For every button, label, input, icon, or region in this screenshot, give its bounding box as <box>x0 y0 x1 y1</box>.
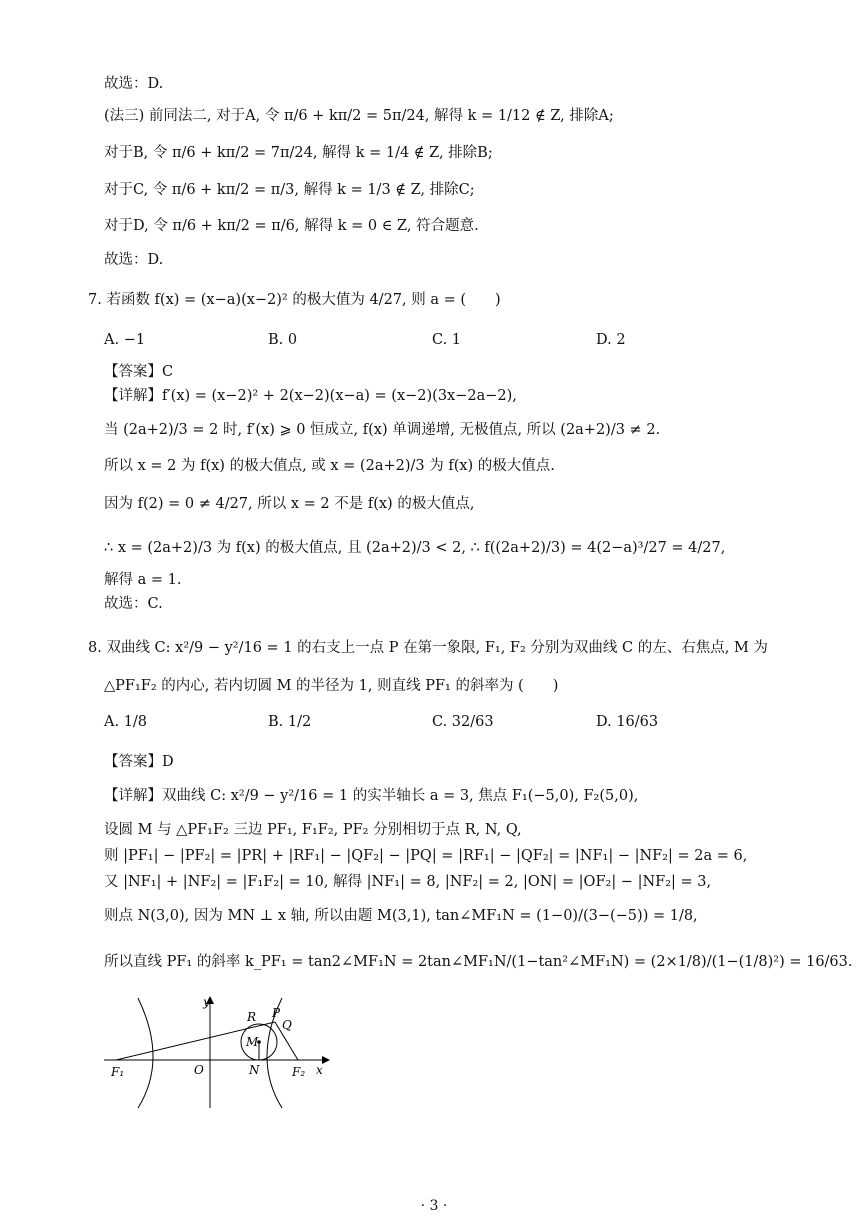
q7-option-c: C. 1 <box>432 332 462 348</box>
text-line: 则点 N(3,0), 因为 MN ⊥ x 轴, 所以由题 M(3,1), tan∠MF₁N = (1−0)/(3−(−5)) = 1/8, <box>104 908 698 924</box>
text-line: △PF₁F₂ 的内心, 若内切圆 M 的半径为 1, 则直线 PF₁ 的斜率为 ( ) <box>104 678 559 694</box>
text-line: 故选：C. <box>104 596 163 612</box>
text-line: 因为 f(2) = 0 ≠ 4/27, 所以 x = 2 不是 f(x) 的极大值点, <box>104 496 475 512</box>
q7-option-b: B. 0 <box>268 332 298 348</box>
text-line: 解得 a = 1. <box>104 572 182 588</box>
q8-option-a: A. 1/8 <box>104 714 148 730</box>
q7-option-a: A. −1 <box>104 332 146 348</box>
x-label: x <box>316 1063 323 1077</box>
text-line: (法三) 前同法二, 对于A, 令 π/6 + kπ/2 = 5π/24, 解得 k = 1/12 ∉ Z, 排除A; <box>104 108 614 124</box>
point-p-label: P <box>272 1006 281 1020</box>
point-q-label: Q <box>282 1018 292 1032</box>
q8-option-c: C. 32/63 <box>432 714 494 730</box>
point-f2-label: F₂ <box>292 1065 306 1079</box>
answer-8: 【答案】D <box>104 754 174 770</box>
hyperbola-figure <box>100 992 340 1112</box>
y-label: y <box>203 995 210 1009</box>
point-m-label: M <box>246 1035 259 1049</box>
question-7: 7. 若函数 f(x) = (x−a)(x−2)² 的极大值为 4/27, 则 a = ( ) <box>88 292 501 308</box>
text-line: 对于D, 令 π/6 + kπ/2 = π/6, 解得 k = 0 ∈ Z, 符合题意. <box>104 218 479 234</box>
x-axis-arrow <box>322 1056 330 1064</box>
text-line: 对于C, 令 π/6 + kπ/2 = π/3, 解得 k = 1/3 ∉ Z, 排除C; <box>104 182 475 198</box>
text-line: 故选：D. <box>104 76 164 92</box>
point-f1-label: F₁ <box>111 1065 125 1079</box>
text-line: 故选：D. <box>104 252 164 268</box>
text-line: 对于B, 令 π/6 + kπ/2 = 7π/24, 解得 k = 1/4 ∉ Z, 排除B; <box>104 145 493 161</box>
q7-option-d: D. 2 <box>596 332 626 348</box>
text-line: 所以 x = 2 为 f(x) 的极大值点, 或 x = (2a+2)/3 为 f(x) 的极大值点. <box>104 458 555 474</box>
point-r-label: R <box>247 1010 257 1024</box>
question-8: 8. 双曲线 C: x²/9 − y²/16 = 1 的右支上一点 P 在第一象限, F₁, F₂ 分别为双曲线 C 的左、右焦点, M 为 <box>88 640 768 656</box>
point-n-label: N <box>249 1063 260 1077</box>
text-line: ∴ x = (2a+2)/3 为 f(x) 的极大值点, 且 (2a+2)/3 < 2, ∴ f((2a+2)/3) = 4(2−a)³/27 = 4/27, <box>104 540 726 556</box>
text-line: 则 |PF₁| − |PF₂| = |PR| + |RF₁| − |QF₂| − |PQ| = |RF₁| − |QF₂| = |NF₁| − |NF₂| = 2a = 6, <box>104 848 748 864</box>
origin-label: O <box>194 1063 204 1077</box>
q8-option-b: B. 1/2 <box>268 714 312 730</box>
text-line: 【详解】双曲线 C: x²/9 − y²/16 = 1 的实半轴长 a = 3, 焦点 F₁(−5,0), F₂(5,0), <box>104 788 639 804</box>
text-line: 当 (2a+2)/3 = 2 时, f′(x) ⩾ 0 恒成立, f(x) 单调递增, 无极值点, 所以 (2a+2)/3 ≠ 2. <box>104 422 661 438</box>
text-line: 所以直线 PF₁ 的斜率 k_PF₁ = tan2∠MF₁N = 2tan∠MF₁N/(1−tan²∠MF₁N) = (2×1/8)/(1−(1/8)²) = 16/63. <box>104 954 853 970</box>
answer-7: 【答案】C <box>104 364 174 380</box>
page-number: · 3 · <box>420 1198 448 1214</box>
q8-option-d: D. 16/63 <box>596 714 659 730</box>
text-line: 设圆 M 与 △PF₁F₂ 三边 PF₁, F₁F₂, PF₂ 分别相切于点 R, N, Q, <box>104 822 522 838</box>
text-line: 又 |NF₁| + |NF₂| = |F₁F₂| = 10, 解得 |NF₁| = 8, |NF₂| = 2, |ON| = |OF₂| − |NF₂| = 3, <box>104 874 712 890</box>
text-line: 【详解】f′(x) = (x−2)² + 2(x−2)(x−a) = (x−2)(3x−2a−2), <box>104 388 517 404</box>
